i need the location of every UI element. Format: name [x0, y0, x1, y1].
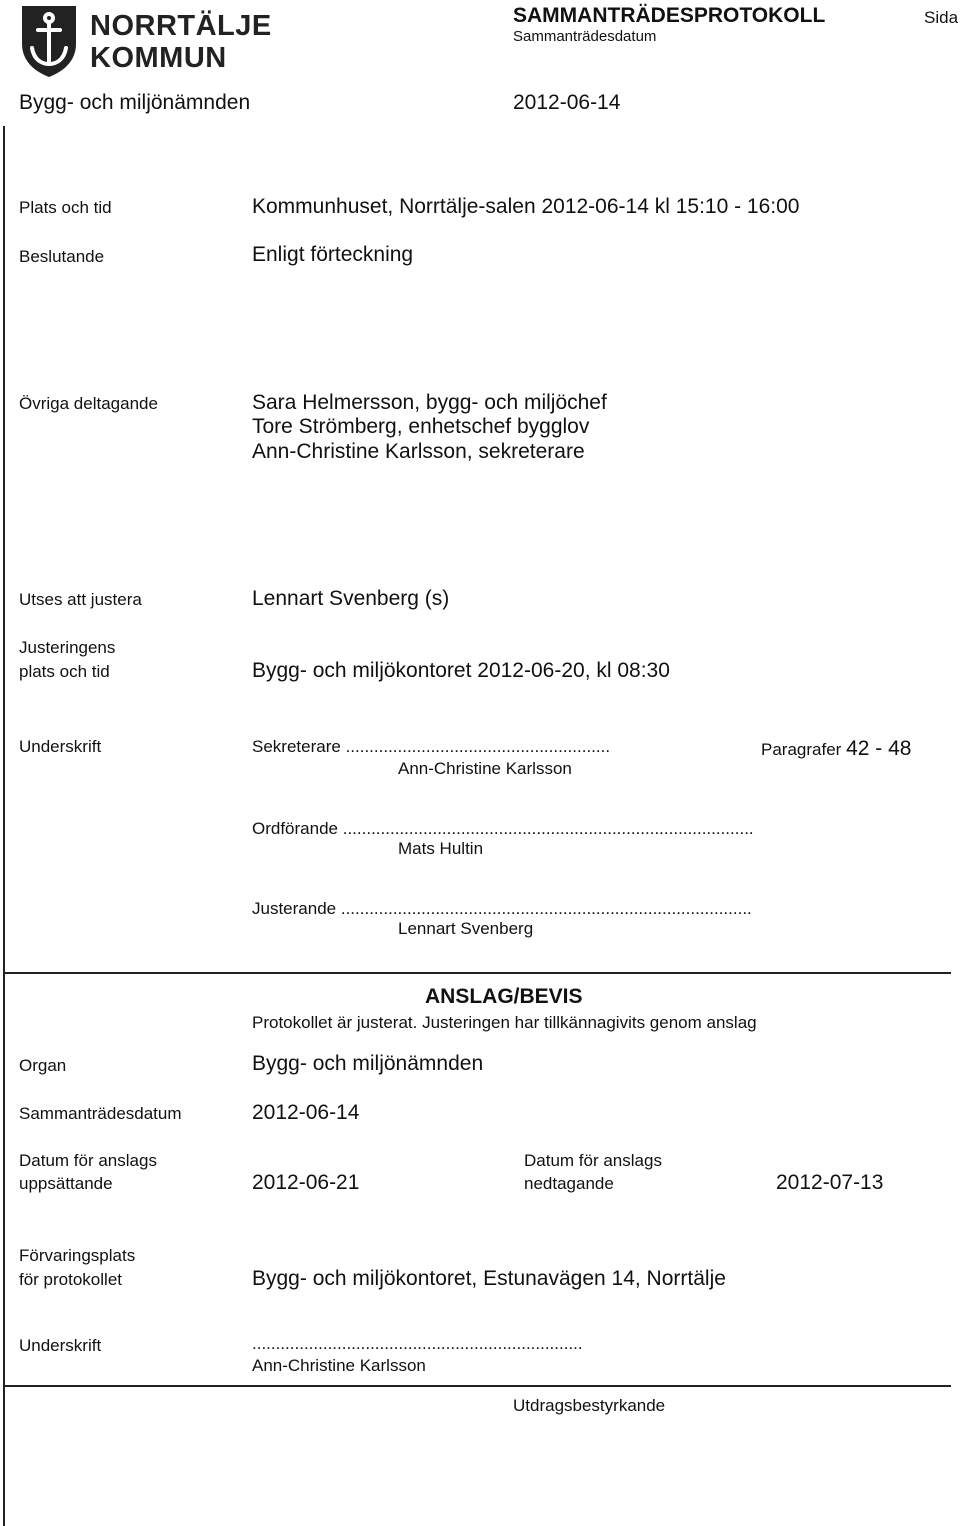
decision-value: Enligt förteckning — [252, 243, 414, 266]
adjuster-label: Utses att justera — [19, 590, 142, 609]
doc-title: SAMMANTRÄDESPROTOKOLL — [513, 4, 826, 27]
secretary-role: Sekreterare ........................................................ — [252, 737, 611, 756]
anslag-divider — [3, 972, 951, 974]
removal-value: 2012-07-13 — [776, 1171, 884, 1194]
removal-label-1: Datum för anslags — [524, 1151, 662, 1170]
storage-label-1: Förvaringsplats — [19, 1246, 136, 1265]
posting-label-2: uppsättande — [19, 1174, 113, 1193]
organ-label: Organ — [19, 1056, 67, 1075]
anslag-subtitle: Protokollet är justerat. Justeringen har tillkännagivits genom anslag — [252, 1013, 757, 1032]
meeting-date-label: Sammanträdesdatum — [19, 1104, 182, 1123]
adjust-value: Bygg- och miljökontoret 2012-06-20, kl 08:30 — [252, 659, 670, 682]
place-label: Plats och tid — [19, 198, 112, 217]
anslag-signature-line: ...................................................................... — [252, 1334, 583, 1353]
posting-value: 2012-06-21 — [252, 1171, 360, 1194]
header-date: 2012-06-14 — [513, 91, 621, 114]
removal-label-2: nedtagande — [524, 1174, 614, 1193]
adjust-label-1: Justeringens — [19, 638, 116, 657]
place-value: Kommunhuset, Norrtälje-salen 2012-06-14 kl 15:10 - 16:00 — [252, 195, 800, 218]
adjust-label-2: plats och tid — [19, 662, 110, 681]
storage-value: Bygg- och miljökontoret, Estunavägen 14, Norrtälje — [252, 1267, 726, 1290]
bottom-divider — [3, 1385, 951, 1387]
anslag-signature-name: Ann-Christine Karlsson — [252, 1356, 426, 1375]
storage-label-2: för protokollet — [19, 1270, 122, 1289]
adjuster-role: Justerande ....................................................................................... — [252, 899, 752, 918]
logo-line-2: KOMMUN — [90, 42, 227, 74]
signature-label: Underskrift — [19, 737, 102, 756]
others-line-3: Ann-Christine Karlsson, sekreterare — [252, 440, 585, 463]
adjuster-name: Lennart Svenberg — [398, 919, 534, 938]
left-margin-line — [3, 126, 5, 1526]
logo-line-1: NORRTÄLJE — [90, 10, 272, 42]
adjuster-value: Lennart Svenberg (s) — [252, 587, 450, 610]
adjuster-signature-line: ....................................................................................... — [340, 899, 752, 918]
anslag-signature-label: Underskrift — [19, 1336, 102, 1355]
certified-label: Utdragsbestyrkande — [513, 1396, 666, 1415]
chair-role: Ordförande ....................................................................................... — [252, 819, 754, 838]
meeting-date-value: 2012-06-14 — [252, 1101, 360, 1124]
others-line-1: Sara Helmersson, bygg- och miljöchef — [252, 391, 607, 414]
secretary-signature-line: ........................................................ — [345, 737, 611, 756]
secretary-name: Ann-Christine Karlsson — [398, 759, 572, 778]
header-date-label: Sammanträdesdatum — [513, 28, 657, 45]
anchor-crest-icon — [20, 4, 78, 78]
paragraphs-value: 42 - 48 — [846, 737, 912, 760]
decision-label: Beslutande — [19, 247, 105, 266]
others-label: Övriga deltagande — [19, 394, 158, 413]
header-committee: Bygg- och miljönämnden — [19, 91, 251, 114]
organ-value: Bygg- och miljönämnden — [252, 1052, 484, 1075]
chair-signature-line: ....................................................................................... — [342, 819, 754, 838]
norrtalje-logo — [20, 4, 272, 78]
anslag-title: ANSLAG/BEVIS — [425, 985, 583, 1008]
page-label: Sida — [924, 8, 959, 27]
others-line-2: Tore Strömberg, enhetschef bygglov — [252, 415, 590, 438]
chair-name: Mats Hultin — [398, 839, 484, 858]
paragraphs: Paragrafer 42 - 48 — [761, 737, 912, 760]
posting-label-1: Datum för anslags — [19, 1151, 157, 1170]
